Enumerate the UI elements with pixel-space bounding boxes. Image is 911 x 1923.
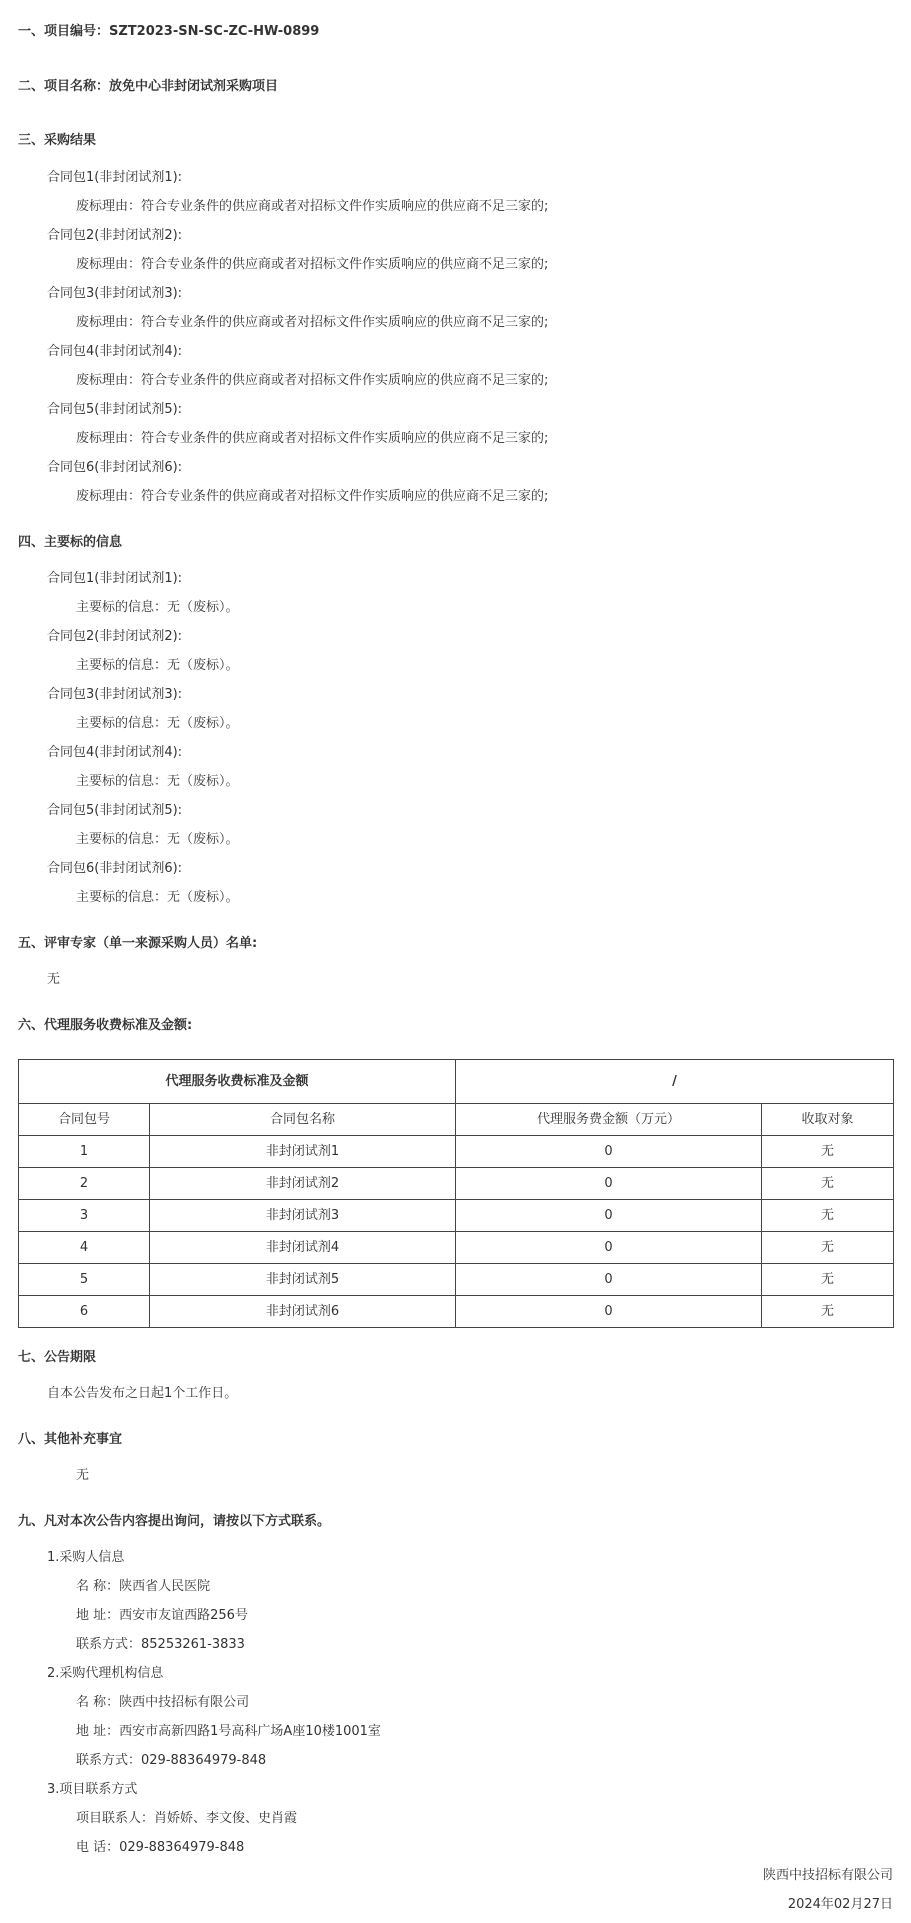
notice-period-heading: 七、公告期限	[18, 1350, 97, 1365]
result-package-label: 合同包1(非封闭试剂1):	[47, 170, 183, 185]
agency-fee-table	[18, 1059, 894, 1328]
table-row	[19, 1168, 894, 1200]
notice-period-value: 自本公告发布之日起1个工作日。	[47, 1386, 238, 1401]
fee-amount-cell: 0	[456, 1264, 762, 1296]
contact-heading: 九、凡对本次公告内容提出询问，请按以下方式联系。	[18, 1514, 331, 1529]
subject-package-label: 合同包2(非封闭试剂2):	[47, 629, 183, 644]
project-name-heading: 二、项目名称：放免中心非封闭试剂采购项目	[18, 79, 279, 94]
result-package-reason: 废标理由：符合专业条件的供应商或者对招标文件作实质响应的供应商不足三家的;	[76, 199, 549, 214]
package-name-cell: 非封闭试剂1	[150, 1136, 456, 1168]
project-number-heading: 一、项目编号：SZT2023-SN-SC-ZC-HW-0899	[18, 24, 320, 39]
subject-package-info: 主要标的信息：无（废标）。	[76, 658, 239, 673]
package-name-cell: 非封闭试剂4	[150, 1232, 456, 1264]
agency-title: 2.采购代理机构信息	[47, 1666, 164, 1681]
package-number-cell: 5	[19, 1264, 150, 1296]
other-matters-value: 无	[76, 1468, 90, 1483]
table-row	[19, 1232, 894, 1264]
fee-standard-label: 代理服务收费标准及金额	[19, 1060, 456, 1104]
purchaser-address: 地 址：西安市友谊西路256号	[76, 1608, 248, 1623]
subject-package-info: 主要标的信息：无（废标）。	[76, 774, 239, 789]
fee-amount-cell: 0	[456, 1200, 762, 1232]
fee-amount-cell: 0	[456, 1136, 762, 1168]
result-package-reason: 废标理由：符合专业条件的供应商或者对招标文件作实质响应的供应商不足三家的;	[76, 431, 549, 446]
subject-package-label: 合同包1(非封闭试剂1):	[47, 571, 183, 586]
fee-standard-value: /	[456, 1060, 894, 1104]
result-package-reason: 废标理由：符合专业条件的供应商或者对招标文件作实质响应的供应商不足三家的;	[76, 489, 549, 504]
subject-package-label: 合同包4(非封闭试剂4):	[47, 745, 183, 760]
fee-payer-cell: 无	[762, 1136, 894, 1168]
fee-amount-cell: 0	[456, 1232, 762, 1264]
table-row	[19, 1136, 894, 1168]
table-row	[19, 1264, 894, 1296]
fee-payer-cell: 无	[762, 1168, 894, 1200]
fee-payer-cell: 无	[762, 1200, 894, 1232]
result-package-reason: 废标理由：符合专业条件的供应商或者对招标文件作实质响应的供应商不足三家的;	[76, 257, 549, 272]
subject-package-info: 主要标的信息：无（废标）。	[76, 832, 239, 847]
column-header: 合同包号	[19, 1104, 150, 1136]
purchaser-title: 1.采购人信息	[47, 1550, 125, 1565]
table-row	[19, 1296, 894, 1328]
package-number-cell: 2	[19, 1168, 150, 1200]
table-row	[19, 1200, 894, 1232]
subject-package-label: 合同包5(非封闭试剂5):	[47, 803, 183, 818]
purchaser-contact: 联系方式：85253261-3833	[76, 1637, 245, 1652]
column-header: 合同包名称	[150, 1104, 456, 1136]
project-contact-title: 3.项目联系方式	[47, 1782, 138, 1797]
experts-heading: 五、评审专家（单一来源采购人员）名单:	[18, 936, 258, 951]
footer-date: 2024年02月27日	[787, 1897, 893, 1912]
result-package-label: 合同包2(非封闭试剂2):	[47, 228, 183, 243]
result-package-label: 合同包6(非封闭试剂6):	[47, 460, 183, 475]
fee-payer-cell: 无	[762, 1264, 894, 1296]
package-name-cell: 非封闭试剂5	[150, 1264, 456, 1296]
subject-package-label: 合同包6(非封闭试剂6):	[47, 861, 183, 876]
subject-package-info: 主要标的信息：无（废标）。	[76, 716, 239, 731]
footer-company: 陕西中技招标有限公司	[762, 1868, 893, 1883]
agency-fee-heading: 六、代理服务收费标准及金额:	[18, 1018, 193, 1033]
agency-name: 名 称：陕西中技招标有限公司	[76, 1695, 250, 1710]
other-matters-heading: 八、其他补充事宜	[18, 1432, 123, 1447]
result-package-label: 合同包5(非封闭试剂5):	[47, 402, 183, 417]
project-contact-people: 项目联系人：肖娇娇、李文俊、史肖霞	[76, 1811, 298, 1826]
result-package-label: 合同包4(非封闭试剂4):	[47, 344, 183, 359]
package-number-cell: 1	[19, 1136, 150, 1168]
package-number-cell: 4	[19, 1232, 150, 1264]
result-package-reason: 废标理由：符合专业条件的供应商或者对招标文件作实质响应的供应商不足三家的;	[76, 315, 549, 330]
fee-payer-cell: 无	[762, 1296, 894, 1328]
purchaser-name: 名 称：陕西省人民医院	[76, 1579, 211, 1594]
experts-value: 无	[47, 972, 61, 987]
main-subject-heading: 四、主要标的信息	[18, 535, 123, 550]
subject-package-info: 主要标的信息：无（废标）。	[76, 890, 239, 905]
package-name-cell: 非封闭试剂3	[150, 1200, 456, 1232]
agency-contact: 联系方式：029-88364979-848	[76, 1753, 267, 1768]
package-name-cell: 非封闭试剂2	[150, 1168, 456, 1200]
result-package-label: 合同包3(非封闭试剂3):	[47, 286, 183, 301]
procurement-result-heading: 三、采购结果	[18, 133, 97, 148]
fee-table-top-row	[19, 1060, 894, 1104]
project-contact-phone: 电 话：029-88364979-848	[76, 1840, 245, 1855]
fee-payer-cell: 无	[762, 1232, 894, 1264]
package-number-cell: 3	[19, 1200, 150, 1232]
subject-package-info: 主要标的信息：无（废标）。	[76, 600, 239, 615]
fee-amount-cell: 0	[456, 1168, 762, 1200]
package-number-cell: 6	[19, 1296, 150, 1328]
subject-package-label: 合同包3(非封闭试剂3):	[47, 687, 183, 702]
agency-address: 地 址：西安市高新四路1号高科广场A座10楼1001室	[76, 1724, 381, 1739]
package-name-cell: 非封闭试剂6	[150, 1296, 456, 1328]
column-header: 代理服务费金额（万元）	[456, 1104, 762, 1136]
fee-amount-cell: 0	[456, 1296, 762, 1328]
column-header: 收取对象	[762, 1104, 894, 1136]
fee-table-header-row	[19, 1104, 894, 1136]
result-package-reason: 废标理由：符合专业条件的供应商或者对招标文件作实质响应的供应商不足三家的;	[76, 373, 549, 388]
